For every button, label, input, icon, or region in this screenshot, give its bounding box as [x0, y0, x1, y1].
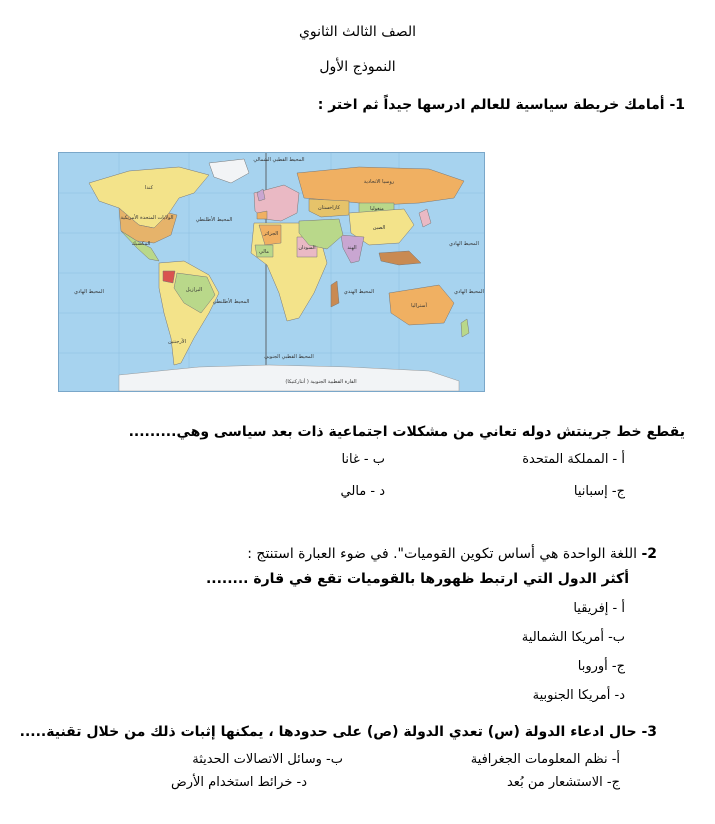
- q1-option-d[interactable]: د - مالي: [340, 484, 385, 499]
- map-label-china: الصين: [372, 225, 386, 231]
- map-label-atlantic-n: المحيط الأطلنطي: [195, 217, 233, 223]
- world-political-map: [58, 152, 485, 392]
- q2-option-d[interactable]: د- أمريكا الجنوبية: [532, 688, 625, 703]
- q2-statement-text: اللغة الواحدة هي أساس تكوين القوميات". في ضوء العبارة استنتج :: [247, 546, 637, 562]
- q3-stem: [20, 724, 657, 740]
- map-label-southern: المحيط القطبي الجنوبي: [264, 354, 314, 360]
- q2-option-a[interactable]: أ - إفريقيا: [573, 601, 625, 616]
- q1-number: 1-: [669, 97, 685, 113]
- grade-title: الصف الثالث الثانوي: [298, 24, 417, 40]
- q1-option-b[interactable]: ب - غانا: [341, 452, 385, 467]
- map-label-australia: أستراليا: [411, 303, 427, 309]
- q3-option-c[interactable]: ج- الاستشعار من بُعد: [506, 775, 620, 790]
- q3-option-d[interactable]: د- خرائط استخدام الأرض: [171, 775, 307, 790]
- map-label-mali: مالي: [259, 249, 269, 255]
- map-label-brazil: البرازيل: [185, 287, 203, 293]
- map-label-russia: روسيا الاتحادية: [363, 179, 395, 185]
- map-label-indian: المحيط الهندي: [343, 289, 375, 295]
- q2-statement: [247, 546, 657, 562]
- q1-instruction: [318, 97, 685, 113]
- map-label-arctic: المحيط القطبي الشمالي: [253, 157, 305, 163]
- map-label-algeria: الجزائر: [263, 231, 279, 237]
- map-label-pacific-e: المحيط الهادي: [449, 241, 479, 247]
- q1-option-a[interactable]: أ - المملكة المتحدة: [522, 452, 625, 467]
- model-title: النموذج الأول: [319, 59, 396, 75]
- map-label-pacific-se: المحيط الهادي: [454, 289, 484, 295]
- peru-shape: [163, 271, 175, 283]
- q3-stem-text: حال ادعاء الدولة (س) تعدي الدولة (ص) على حدودها ، يمكنها إثبات ذلك من خلال تقنية.....: [19, 724, 637, 740]
- map-label-kazakhstan: كازاخستان: [318, 205, 340, 211]
- map-label-mexico: المكسيك: [131, 241, 151, 247]
- q2-number: 2-: [641, 546, 657, 562]
- q1-instruction-text: أمامك خريطة سياسية للعالم ادرسها جيداً ثم اختر :: [317, 97, 665, 113]
- map-label-antarctica: القارة القطبية الجنوبية ( أنتاركتيكا): [285, 379, 357, 385]
- map-label-sudan: السودان: [298, 245, 316, 251]
- map-label-argentina: الأرجنتين: [167, 339, 187, 345]
- q3-option-a[interactable]: أ- نظم المعلومات الجغرافية: [470, 752, 620, 767]
- q2-option-c[interactable]: ج- أوروبا: [577, 659, 625, 674]
- q1-option-c[interactable]: ج- إسبانيا: [573, 484, 625, 499]
- q3-option-b[interactable]: ب- وسائل الاتصالات الحديثة: [192, 752, 343, 767]
- map-label-mongolia: منغوليا: [370, 206, 384, 212]
- map-label-india: الهند: [347, 245, 357, 251]
- map-label-atlantic-s: المحيط الأطلنطي: [212, 299, 250, 305]
- q3-number: 3-: [641, 724, 657, 740]
- q2-stem: أكثر الدول التي ارتبط ظهورها بالقوميات تقع في قارة ........: [205, 571, 629, 587]
- russia-shape: [297, 167, 464, 205]
- q2-option-b[interactable]: ب- أمريكا الشمالية: [521, 630, 625, 645]
- q1-stem: يقطع خط جرينتش دوله تعاني من مشكلات اجتماعية ذات بعد سياسى وهي.........: [128, 424, 685, 440]
- map-label-canada: كندا: [145, 185, 153, 191]
- map-label-pacific-w: المحيط الهادي: [74, 289, 104, 295]
- map-label-usa: الولايات المتحدة الأمريكية: [120, 215, 174, 221]
